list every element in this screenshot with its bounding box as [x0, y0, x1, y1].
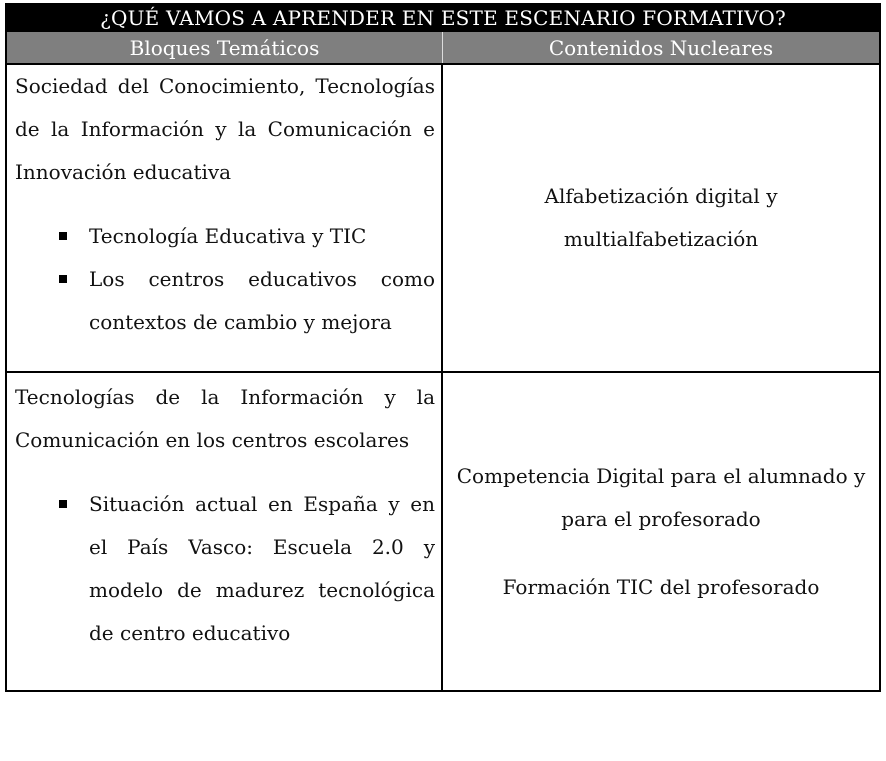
list-item: [15, 258, 435, 344]
contenidos-cell: [443, 65, 879, 371]
learning-table: [5, 3, 881, 692]
list-item: [15, 483, 435, 655]
block-intro-text: Tecnologías de la Información y la Comunicación en los centros escolares: [15, 385, 435, 452]
bloques-cell: [7, 373, 443, 690]
list-item-text: Los centros educativos como contextos de cambio y mejora: [89, 267, 435, 334]
table-row: [5, 63, 881, 373]
table-row: [5, 373, 881, 692]
header-contenidos-nucleares: Contenidos Nucleares: [548, 35, 774, 60]
content-line: Formación TIC del profesorado: [502, 574, 820, 599]
square-bullet-icon: [15, 215, 89, 258]
contenidos-cell: [443, 373, 879, 690]
content-line: para el profesorado: [561, 506, 761, 531]
square-bullet-icon: [15, 483, 89, 655]
list-item-text: Situación actual en España y en el País Vasco: Escuela 2.0 y modelo de madurez tecnológica de centro educativo: [89, 492, 435, 645]
topic-list: [15, 483, 435, 655]
content-line: multialfabetización: [563, 227, 759, 251]
content-line: Competencia Digital para el alumnado y: [456, 463, 866, 488]
list-item-text: Tecnología Educativa y TIC: [89, 224, 367, 248]
square-bullet-icon: [15, 258, 89, 344]
table-title: [5, 3, 881, 32]
header-row: [5, 32, 881, 63]
topic-list: [15, 215, 435, 344]
header-bloques-tematicos: Bloques Temáticos: [7, 32, 443, 63]
block-intro-text: Sociedad del Conocimiento, Tecnologías de la Información y la Comunicación e Innovación educativa: [15, 74, 435, 184]
content-line: Alfabetización digital y: [544, 184, 778, 208]
bloques-cell: [7, 65, 443, 371]
list-item: [15, 215, 435, 258]
table-title-text: ¿QUÉ VAMOS A APRENDER EN ESTE ESCENARIO FORMATIVO?: [100, 5, 786, 30]
